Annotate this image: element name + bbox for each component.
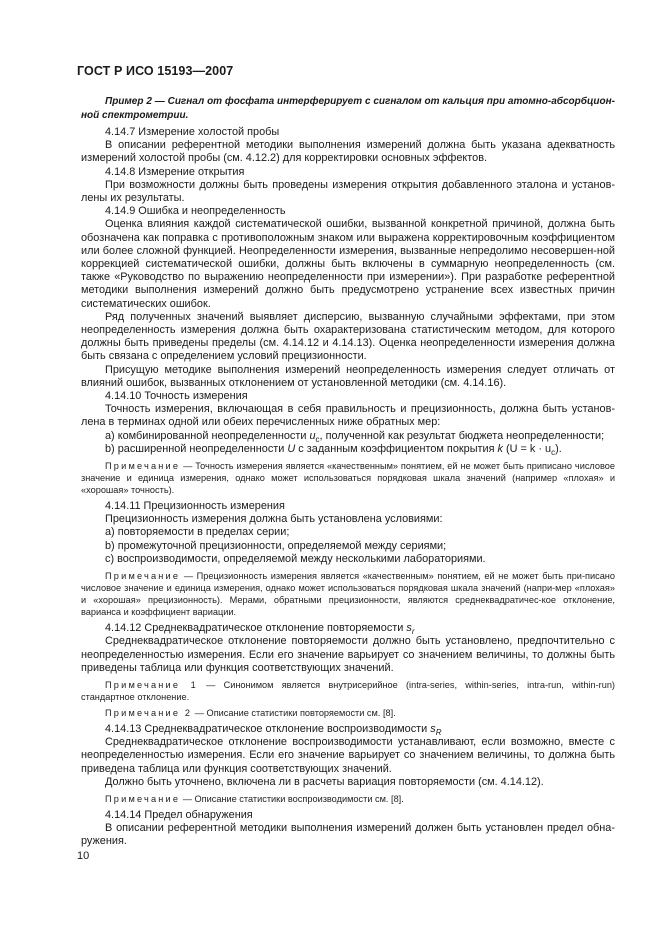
section-4-14-14-text: В описании референтной методики выполнения измерений должен быть установлен предел обна-ружения.	[81, 822, 615, 848]
note-4-14-12-1: Примечание 1 — Синонимом является внутрисерийное (intra-series, within-series, intra-run, within-run) стандартное отклонение.	[81, 679, 615, 702]
section-4-14-7-text: В описании референтной методики выполнения измерений должна быть указана адекватность измерений холостой пробы (см. 4.12.2) для корректировки основных эффектов.	[81, 139, 615, 165]
section-4-14-9-heading: 4.14.9 Ошибка и неопределенность	[105, 205, 286, 218]
note-4-14-11: Примечание — Прецизионность измерения является «качественным» понятием, ей не может быть при-писано числовое значение и единица измерения, однако может использоваться порядковая шкала значений (напри-мер «плохая» и «хорошая» прецизионность). Мерами, обратными прецизионности, являются среднеквадратичес-кое отклонение, варианса и коэффициент вариации.	[81, 571, 615, 618]
note-4-14-10: Примечание — Точность измерения является «качественным» понятием, ей не может быть приписано числовое значение и единица измерения, однако может использоваться порядковая шкала значений (например «плохая» и «хорошая» точность).	[81, 461, 615, 496]
section-4-14-10-text: Точность измерения, включающая в себя правильность и прецизионность, должна быть установ-лена в терминах одной или обеих перечисленных ниже обратных мер:	[81, 403, 615, 429]
section-4-14-12-heading: 4.14.12 Среднеквадратическое отклонение повторяемости $s_r$	[105, 622, 415, 637]
page-number: 10	[77, 850, 90, 862]
section-4-14-7-heading: 4.14.7 Измерение холостой пробы	[105, 126, 280, 138]
section-4-14-11-text: Прецизионность измерения должна быть установлена условиями:	[105, 513, 443, 526]
section-4-14-10-heading: 4.14.10 Точность измерения	[105, 390, 248, 403]
section-4-14-13-p2: Должно быть уточнено, включена ли в расчеты вариация повторяемости (см. 4.14.12).	[105, 775, 544, 788]
list-item: b) промежуточной прецизионности, определяемой между сериями;	[105, 539, 447, 552]
note-4-14-12-2: Примечание 2 — Описание статистики повторяемости см. [8].	[105, 707, 396, 718]
list-item: c) воспроизводимости, определяемой между несколькими лабораториями.	[105, 552, 486, 565]
section-4-14-9-p2: Ряд полученных значений выявляет дисперсию, вызванную случайными эффектами, при этом неопределенность измерения должна быть охарактеризована статистическим методом, для которого должны быть приведены пределы (см. 4.14.12 и 4.14.13). Оценка неопределенности измерения должна быть связана с определением условий прецизионности.	[81, 310, 615, 363]
section-4-14-8-text: При возможности должны быть проведены измерения открытия добавленного эталона и установ-лены их результаты.	[81, 178, 615, 205]
section-4-14-8-heading: 4.14.8 Измерение открытия	[105, 165, 245, 178]
list-item: a) повторяемости в пределах серии;	[105, 526, 290, 539]
list-item-b: b) расширенной неопределенности U с заданным коэффициентом покрытия k $(U = k \cdot u_c)$.	[105, 442, 562, 458]
section-4-14-14-heading: 4.14.14 Предел обнаружения	[105, 808, 253, 821]
note-4-14-13: Примечание — Описание статистики воспроизводимости см. [8].	[105, 793, 404, 804]
section-4-14-11-heading: 4.14.11 Прецизионность измерения	[105, 500, 285, 513]
example-2: Пример 2 — Сигнал от фосфата интерферирует с сигналом от кальция при атомно-абсорбцион-ной спектрометрии.	[81, 96, 615, 121]
document-body	[81, 95, 615, 849]
section-4-14-13-heading: 4.14.13 Среднеквадратическое отклонение воспроизводимости $s_R$	[105, 722, 442, 738]
section-4-14-9-p1: Оценка влияния каждой систематической ошибки, вызванной конкретной причиной, должна быть обозначена как поправка с противоположным знаком или выражена корректировочным коэффициентом или более сложной функцией. Неопределенности измерения, вызванные непредолимо несовершен-ной коррекцией систематической ошибки, должны быть включены в суммарную неопределенность (см. также «Руководство по выражению неопределенности при измерении»). При разработке референтной методики выполнения измерений должно быть предусмотрено устранение всех известных причин систематических ошибок.	[81, 218, 615, 310]
document-header: ГОСТ Р ИСО 15193—2007	[77, 64, 234, 78]
section-4-14-9-p3: Присущую методике выполнения измерений неопределенность измерения следует отличать от влияний ошибок, вызванных отклонением от установленной методики (см. 4.14.16).	[81, 363, 615, 389]
section-4-14-12-text: Среднеквадратическое отклонение повторяемости должно быть установлено, предпочтительно с неопределенностью измерения. Если его значение варьирует со значением величины, то должны быть приведены таблица или функция соответствующих значений.	[81, 635, 615, 674]
section-4-14-13-p1: Среднеквадратическое отклонение воспроизводимости устанавливают, если возможно, вместе с неопределенностью измерения. Если его значение варьирует со значением величины, то должна быть приведена таблица или функция соответствующих значений.	[81, 736, 615, 775]
list-item-a: a) комбинированной неопределенности $u_c$, полученной как результат бюджета неопределенности;	[105, 429, 605, 444]
